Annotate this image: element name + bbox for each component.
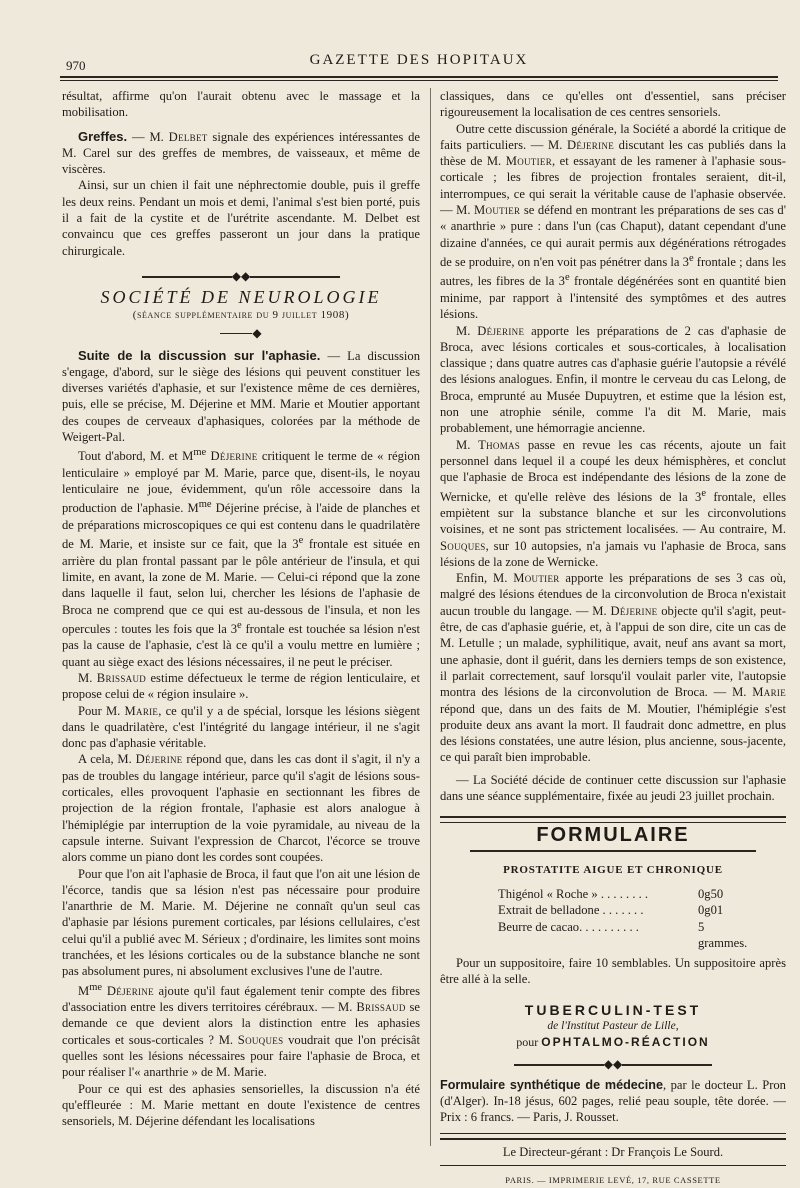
text: , par le docteur L. Pron (d'Alger). In-18 jésus, 602 pages, relié peau souple, tête dorée. — Prix : 6 francs. — Paris, J. Rousset. — [440, 1077, 786, 1125]
column-divider — [430, 88, 431, 1146]
text: , ce qu'il y a de spécial, lorsque les lésions siègent dans le quadrilatère, c'est l'intégrité du langage intérieur, il ne s'agit donc pas d'aphasie véritable. — [62, 703, 420, 751]
text: estime défectueux le terme de région lenticulaire, et propose celui de « région insulaire ». — [62, 670, 421, 702]
prescription-instruction: Pour un suppositoire, faire 10 semblables. Un suppositoire après être allé à la selle. — [440, 956, 786, 987]
text: signale des expériences intéressantes de M. Carel sur des greffes de membres, de vaisseaux, et même de viscères. — [62, 129, 420, 177]
text: — La discussion s'engage, d'abord, sur le siège des lésions qui peuvent constituer les diverses variétés d'aphasie, et sur l'existence même de ces dernières, puis, elle se précise, M. Déjerine et MM. Marie et Moutier apportant des coupes de cerveaux d'aphasiques, colorées par la méthode de Weigert-Pal. — [62, 348, 420, 445]
text: passe en revue les cas récents, ajoute un fait personnel dans lequel il a coupé les deux hémisphères, et conclut que l'aphasie de Broca est indépendante des lésions de la zone de Wernicke, et qu'elle relève des lésions de la 3 — [440, 437, 787, 504]
superscript: me — [198, 499, 212, 511]
superscript: e — [688, 252, 694, 264]
paragraph — [440, 437, 786, 571]
superscript: me — [193, 447, 207, 459]
prescription-item — [498, 902, 748, 918]
text: répond que, dans un des faits de M. Moutier, l'hémiplégie s'est produite deux ans avant la mort. Il faudrait donc admettre, en plus des lésions constatées, une autre lésion, plus ancienne, sous-jacente, ce qui paraît bien improbable. — [440, 701, 786, 765]
text: Enfin, M. — [456, 571, 514, 586]
author-name: Moutier — [513, 571, 560, 586]
text: A cela, M. — [78, 752, 136, 767]
text: frontale, elles empiètent sur la substance blanche et sur les circonvolutions voisines, et ne sont pas strictement localisées. — Au contraire, M. — [440, 489, 787, 537]
text: Pour M. — [78, 703, 125, 718]
suite-heading: Suite de la discussion sur l'aphasie. — [78, 347, 321, 363]
tuberculin-subtitle: de l'Institut Pasteur de Lille, — [547, 1020, 679, 1032]
journal-title: GAZETTE DES HOPITAUX — [309, 52, 529, 68]
formula-heading: PROSTATITE AIGUE ET CHRONIQUE — [503, 863, 723, 876]
ophtalmo-reaction: OPHTALMO-RÉACTION — [541, 1035, 710, 1050]
ornament-small: ◆ — [62, 326, 420, 340]
text: frontale ; dans les autres, les fibres de la 3 — [440, 255, 786, 289]
text: M — [78, 983, 90, 998]
book-title: Formulaire synthétique de médecine — [440, 1077, 663, 1092]
author-name: Brissaud — [96, 670, 147, 685]
author-name: Thomas — [478, 437, 521, 452]
text: , sur 10 autopsies, n'a jamais vu l'aphasie de Broca, sans lésions de la zone de Wernicke. — [440, 538, 786, 569]
author-name: Souques — [440, 538, 486, 553]
text: Outre cette discussion générale, la Société a abordé la critique de faits particuliers. — M. — [440, 121, 786, 152]
ingredient-name: Thigénol « Roche » . . . . . . . . — [498, 886, 649, 901]
formulaire-title: FORMULAIRE — [536, 824, 690, 847]
ingredient-name: Beurre de cacao. . . . . . . . . . — [498, 919, 639, 934]
book-notice — [440, 1077, 786, 1126]
section-subtitle: (séance supplémentaire du 9 juillet 1908) — [132, 309, 350, 322]
superscript: e — [701, 487, 707, 499]
section-title: SOCIÉTÉ DE NEUROLOGIE — [100, 286, 382, 307]
text: pour — [516, 1035, 542, 1050]
paragraph-greffes — [62, 129, 420, 178]
paragraph — [62, 703, 420, 752]
prescription-item — [498, 886, 748, 902]
superscript: me — [89, 981, 103, 993]
superscript: e — [237, 619, 242, 631]
paragraph: résultat, affirme qu'on l'aurait obtenu avec le massage et la mobilisation. — [62, 89, 420, 120]
page-header — [60, 50, 778, 74]
text: , et essayant de les ramener à l'aphasie sous-corticale ; les fibres de projection frontales seraient, dit-il, interrompues, ce qui serait la véritable cause de l'aphasie observée. — M. — [440, 154, 786, 218]
paragraph: Pour ce qui est des aphasies sensorielles, la discussion n'a été qu'effleurée : M. Marie mettant en doute l'existence de centres sensoriels, M. Déjerine défendant les localisations — [62, 1081, 420, 1129]
author-name: Marie — [124, 703, 159, 718]
text: discutant les cas publiés dans la thèse de M. — [440, 137, 786, 169]
author-name: Delbet — [168, 129, 208, 144]
text: frontale dégénérées sont en quantité bien minime, par rapport à l'intensité des symptômes et des autres lésions. — [440, 274, 786, 322]
superscript: e — [298, 535, 304, 547]
text: voudrait que l'on précisât quelles sont les lésions nécessaires pour faire l'aphasie de Broca, et pour réaliser l'« anarthrie » de M. Marie. — [62, 1032, 420, 1080]
text: frontale est située en arrière du plan frontal passant par le pôle antérieur de l'insula, et qui limite, en avant, la zone de M. Marie. — Celui-ci répond que la zone dans laquelle il faut, selon lui, chercher les lésions de l'aphasie de Broca ne comprend que ce qui est au-dessous de l'insula, et non les opercules : toutes les fois que la 3 — [62, 537, 420, 637]
ornament-divider: ◆◆ — [440, 1057, 786, 1071]
prescription-list — [498, 886, 786, 951]
section-rule-thin — [440, 822, 786, 823]
director-line: Le Directeur-gérant : Dr François Le Sourd. — [502, 1145, 724, 1160]
paragraph — [62, 980, 420, 1081]
text: M. — [456, 437, 479, 452]
paragraph: classiques, dans ce qu'elles ont d'essentiel, sans préciser rigoureusement la localisation de ces centres sensoriels. — [440, 89, 786, 120]
author-name: Moutier — [474, 203, 521, 218]
superscript: e — [564, 272, 570, 284]
section-rule — [440, 816, 786, 818]
text: Déjerine précise, à l'aide de planches et de préparations microscopiques ce qui est contenu dans le quadrilatère de M. Marie, et insiste sur ce fait, que la 3 — [62, 501, 420, 552]
text: — M. — [127, 129, 169, 144]
footer-rule-thick — [440, 1138, 786, 1140]
text: frontale est touchée sa lésion n'est pas la cause de l'aphasie, c'est là ce qu'il a voulu mettre en lumière ; quant au siège exact des lésions nécessaires, il ne peut le préciser. — [62, 622, 421, 669]
text: M. — [78, 670, 97, 685]
printer-line: PARIS. — IMPRIMERIE LEVÉ, 17, RUE CASSETTE — [505, 1174, 721, 1185]
text: se demande ce que devient alors la distinction entre les aphasies corticales et sous-corticales ? M. — [62, 1000, 421, 1047]
formulaire-rule — [470, 850, 756, 852]
greffes-heading: Greffes. — [78, 128, 128, 144]
paragraph — [62, 670, 420, 703]
paragraph-suite — [62, 348, 420, 446]
text: répond que, dans les cas dont il s'agit, il n'y a pas de troubles du langage intérieur, parce qu'il s'agit de lésions sous-corticales, elles provoquent l'aphasie en sectionnant les fibres de projection de la région frontale, l'aphasie est alors analogue à l'hémiplégie par interruption de la voie pyramidale, au niveau de la capsule interne. Suivant l'expression de Charcot, l'écorce se trouve alors comme un piano dont les cordes sont coupées. — [62, 752, 420, 865]
header-rule-thin — [60, 80, 778, 81]
text: apporte les préparations de ses 3 cas où, malgré des lésions étendues de la circonvolution de Broca n'existait aucun trouble du langage. — M. — [440, 571, 786, 618]
paragraph: Pour que l'on ait l'aphasie de Broca, il faut que l'on ait une lésion de l'écorce, tandis que sa lésion n'est pas nécessaire pour produire l'anarthrie de M. Marie. M. Déjerine ne connaît qu'un seul cas d'aphasie par lésions purement corticales, par lésions cellulaires, c'est celui qu'il a publié avec M. Sérieux ; d'ordinaire, les limites sont moins tranchées, et les lésions corticales ou de la substance blanche ne sont pas absolument pures, ni absolument exclusives l'une de l'autre. — [62, 866, 420, 979]
paragraph — [62, 445, 420, 670]
paragraph — [440, 570, 786, 766]
paragraph — [62, 751, 420, 865]
text: Tout d'abord, M. et M — [78, 449, 194, 464]
ornament-divider: ◆◆ — [62, 269, 420, 283]
author-name: Déjerine — [610, 603, 658, 618]
author-name: Déjerine — [102, 983, 154, 998]
prescription-item — [498, 919, 748, 952]
paragraph — [440, 121, 786, 323]
author-name: Déjerine — [477, 323, 525, 338]
author-name: Déjerine — [567, 137, 615, 152]
author-name: Déjerine — [210, 449, 258, 464]
ingredient-name: Extrait de belladone . . . . . . . — [498, 903, 644, 918]
right-column — [440, 88, 786, 1188]
text: critiquent le terme de « région lenticulaire » employé par M. Marie, parce que, disent-ils, le noyau lenticulaire ne joue, évidemment, qu'un rôle accessoire dans la production de l'aphasie. M — [62, 449, 420, 516]
left-column — [62, 88, 420, 1129]
author-name: Brissaud — [356, 1000, 406, 1015]
page-number: 970 — [66, 58, 86, 73]
paragraph — [440, 323, 786, 437]
author-name: Souques — [237, 1032, 284, 1047]
text: ajoute qu'il faut également tenir compte des fibres d'association entre les divers territoires cérébraux. — M. — [62, 983, 420, 1015]
text: apporte les préparations de 2 cas d'aphasie de Broca, avec lésions corticales et sous-corticales, à localisation classique ; dans quatre autres cas d'aphasie guérie l'autopsie a révélé des lésions analogues. Enfin, il montre le cerveau du cas Lelong, de Broca, emprunté au Musée Dupuytren, et estime que la lésion est, non une atrophie sénile, comme l'a dit M. Marie, mais probablement, une hémorragie ancienne. — [440, 323, 786, 436]
footer-rule — [440, 1165, 786, 1166]
ingredient-dose: 0g01 — [698, 903, 724, 918]
footer-rule — [440, 1133, 786, 1134]
ingredient-dose: 5 grammes. — [698, 919, 748, 950]
author-name: Moutier — [505, 154, 552, 169]
text: se défend en montrant les préparations de ses cas d' « anarthrie » pure : dans l'un (cas Chaput), datant cependant d'une dizaine d'années, ce qui aurait permis aux dégénérations rétrogades de se produire, on n'en voit pas pénétrer dans la 3 — [440, 203, 786, 270]
tuberculin-line — [440, 1034, 786, 1050]
author-name: Déjerine — [135, 752, 183, 767]
text: M. — [456, 323, 478, 338]
author-name: Marie — [752, 685, 786, 700]
text: objecte qu'il s'agit, peut-être, de cas d'aphasie guérie, et, à l'appui de son dire, cite un cas de M. Letulle ; un malade, syphilitique, avait, neuf ans avant sa mort, une aphasie, dont il guérit, dans les derniers temps de son existence, il parlait correctement, sauf lorsqu'il voulait parler vite, l'autopsie montra des lésions de la circonvolution de Broca. — M. — [440, 603, 786, 700]
paragraph: Ainsi, sur un chien il fait une néphrectomie double, puis il greffe les deux reins. Pendant un mois et demi, l'animal s'est bien porté, puis il a fait de la cystite et de l'urétrite ascendante. M. Delbet est convaincu que ces greffes passeront un jour dans la pratique chirurgicale. — [62, 178, 420, 258]
paragraph: — La Société décide de continuer cette discussion sur l'aphasie dans une séance supplémentaire, fixée au jeudi 23 juillet prochain. — [440, 772, 786, 804]
ingredient-dose: 0g50 — [698, 886, 724, 901]
tuberculin-title: TUBERCULIN-TEST — [524, 1001, 702, 1018]
header-rule — [60, 76, 778, 78]
